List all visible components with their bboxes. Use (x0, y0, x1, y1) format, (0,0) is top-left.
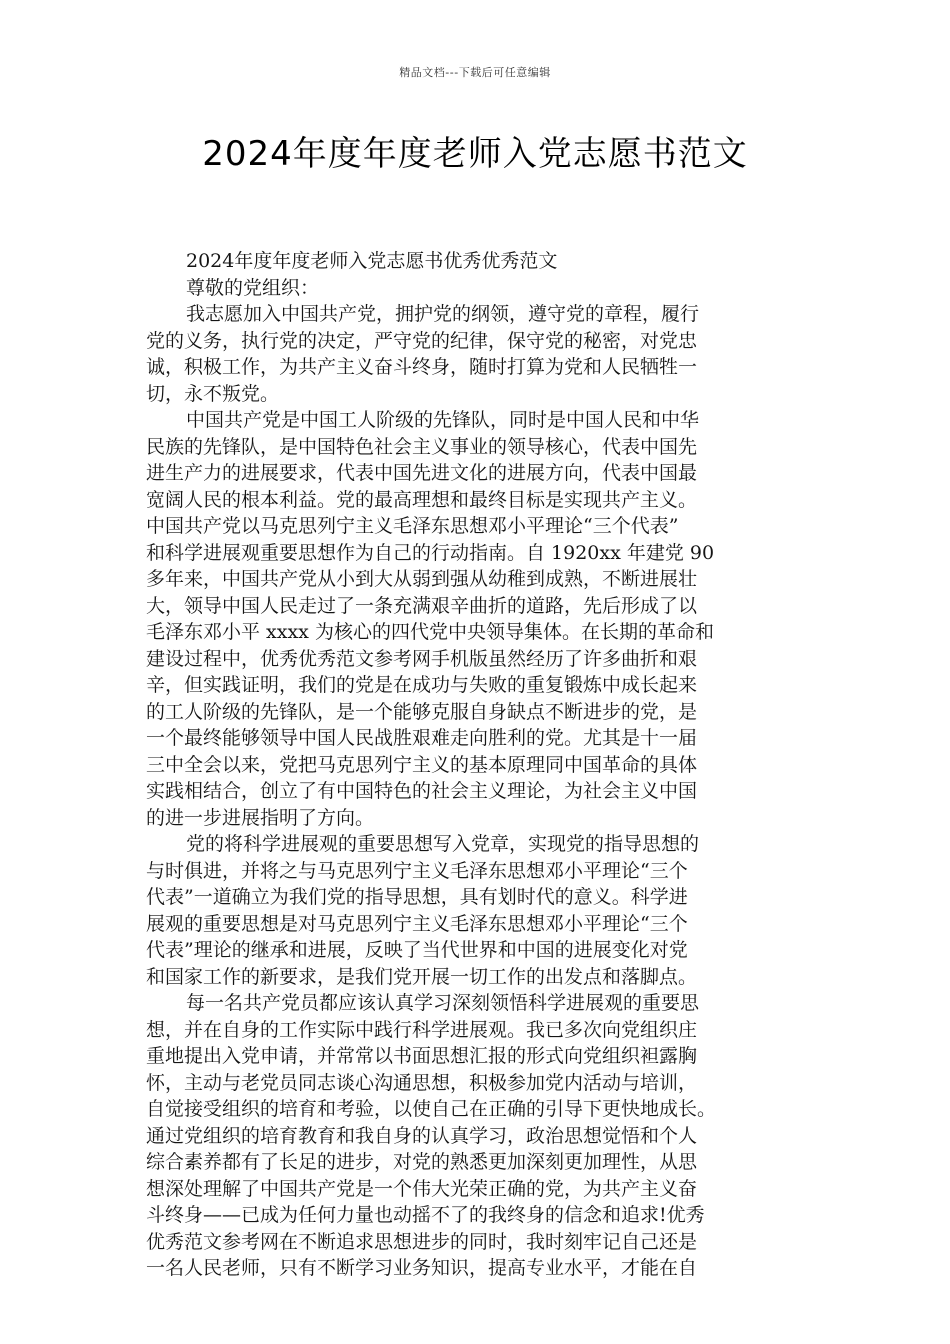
paragraph-4-line: 想，并在自身的工作实际中践行科学进展观。我已多次向党组织庄 (146, 1018, 698, 1041)
paragraph-3-line: 党的将科学进展观的重要思想写入党章，实现党的指导思想的 (186, 833, 700, 855)
document-title: 2024年度年度老师入党志愿书范文 (202, 134, 748, 174)
paragraph-4-line: 自觉接受组织的培育和考验，以使自己在正确的引导下更快地成长。 (146, 1098, 717, 1120)
salutation-line: 尊敬的党组织： (186, 276, 320, 299)
paragraph-3-line: 展观的重要思想是对马克思列宁主义毛泽东思想邓小平理论“三个 (146, 912, 688, 935)
paragraph-4-line: 优秀范文参考网在不断追求思想进步的同时，我时刻牢记自己还是 (146, 1230, 698, 1253)
subtitle-line: 2024年度年度老师入党志愿书优秀优秀范文 (186, 250, 558, 272)
paragraph-2-line: 建设过程中，优秀优秀范文参考网手机版虽然经历了许多曲折和艰 (146, 647, 698, 670)
paragraph-2-line: 的工人阶级的先锋队，是一个能够克服自身缺点不断进步的党，是 (146, 700, 698, 723)
paragraph-2-line: 中国共产党是中国工人阶级的先锋队，同时是中国人民和中华 (186, 409, 700, 431)
paragraph-3-line: 代表”理论的继承和进展，反映了当代世界和中国的进展变化对党 (146, 939, 688, 961)
paragraph-4-line: 每一名共产党员都应该认真学习深刻领悟科学进展观的重要思 (186, 992, 700, 1014)
paragraph-4-line: 一名人民老师，只有不断学习业务知识，提高专业水平，才能在自 (146, 1257, 698, 1279)
paragraph-2-line: 民族的先锋队，是中国特色社会主义事业的领导核心，代表中国先 (146, 435, 698, 458)
paragraph-1-line: 切，永不叛党。 (146, 382, 280, 405)
paragraph-4-line: 怀，主动与老党员同志谈心沟通思想，积极参加党内活动与培训， (146, 1071, 698, 1094)
paragraph-2-line: 一个最终能够领导中国人民战胜艰难走向胜利的党。尤其是十一届 (146, 727, 698, 749)
paragraph-1-line: 我志愿加入中国共产党，拥护党的纲领，遵守党的章程，履行 (186, 303, 700, 325)
paragraph-4-line: 综合素养都有了长足的进步，对党的熟悉更加深刻更加理性，从思 (146, 1151, 698, 1173)
paragraph-2-line: 实践相结合，创立了有中国特色的社会主义理论，为社会主义中国 (146, 780, 698, 802)
paragraph-4-line: 通过党组织的培育教育和我自身的认真学习，政治思想觉悟和个人 (146, 1124, 698, 1147)
paragraph-2-line: 和科学进展观重要思想作为自己的行动指南。自 1920xx 年建党 90 (146, 541, 715, 564)
paragraph-1-line: 诚，积极工作，为共产主义奋斗终身，随时打算为党和人民牺牲一 (146, 356, 698, 378)
paragraph-2-line: 的进一步进展指明了方向。 (146, 806, 375, 829)
paragraph-2-line: 大，领导中国人民走过了一条充满艰辛曲折的道路，先后形成了以 (146, 594, 698, 617)
paragraph-2-line: 中国共产党以马克思列宁主义毛泽东思想邓小平理论“三个代表” (146, 515, 679, 537)
paragraph-3-line: 与时俱进，并将之与马克思列宁主义毛泽东思想邓小平理论“三个 (146, 859, 688, 882)
document-body (146, 248, 812, 1282)
paragraph-2-line: 辛，但实践证明，我们的党是在成功与失败的重复锻炼中成长起来 (146, 674, 698, 696)
paragraph-4-line: 斗终身——已成为任何力量也动摇不了的我终身的信念和追求!优秀 (146, 1204, 705, 1226)
paragraph-1-line: 党的义务，执行党的决定，严守党的纪律，保守党的秘密，对党忠 (146, 329, 698, 352)
paragraph-2-line: 毛泽东邓小平 xxxx 为核心的四代党中央领导集体。在长期的革命和 (146, 621, 714, 643)
paragraph-3-line: 和国家工作的新要求，是我们党开展一切工作的出发点和落脚点。 (146, 965, 698, 988)
paragraph-3-line: 代表”一道确立为我们党的指导思想，具有划时代的意义。科学进 (146, 886, 688, 908)
paragraph-2-line: 宽阔人民的根本利益。党的最高理想和最终目标是实现共产主义。 (146, 488, 698, 511)
paragraph-2-line: 多年来，中国共产党从小到大从弱到强从幼稚到成熟，不断进展壮 (146, 568, 698, 590)
header-note: 精品文档---下载后可任意编辑 (399, 66, 551, 79)
paragraph-2-line: 三中全会以来，党把马克思列宁主义的基本原理同中国革命的具体 (146, 753, 698, 776)
paragraph-2-line: 进生产力的进展要求，代表中国先进文化的进展方向，代表中国最 (146, 462, 698, 484)
paragraph-4-line: 想深处理解了中国共产党是一个伟大光荣正确的党，为共产主义奋 (146, 1177, 698, 1200)
paragraph-4-line: 重地提出入党申请，并常常以书面思想汇报的形式向党组织袒露胸 (146, 1045, 698, 1067)
